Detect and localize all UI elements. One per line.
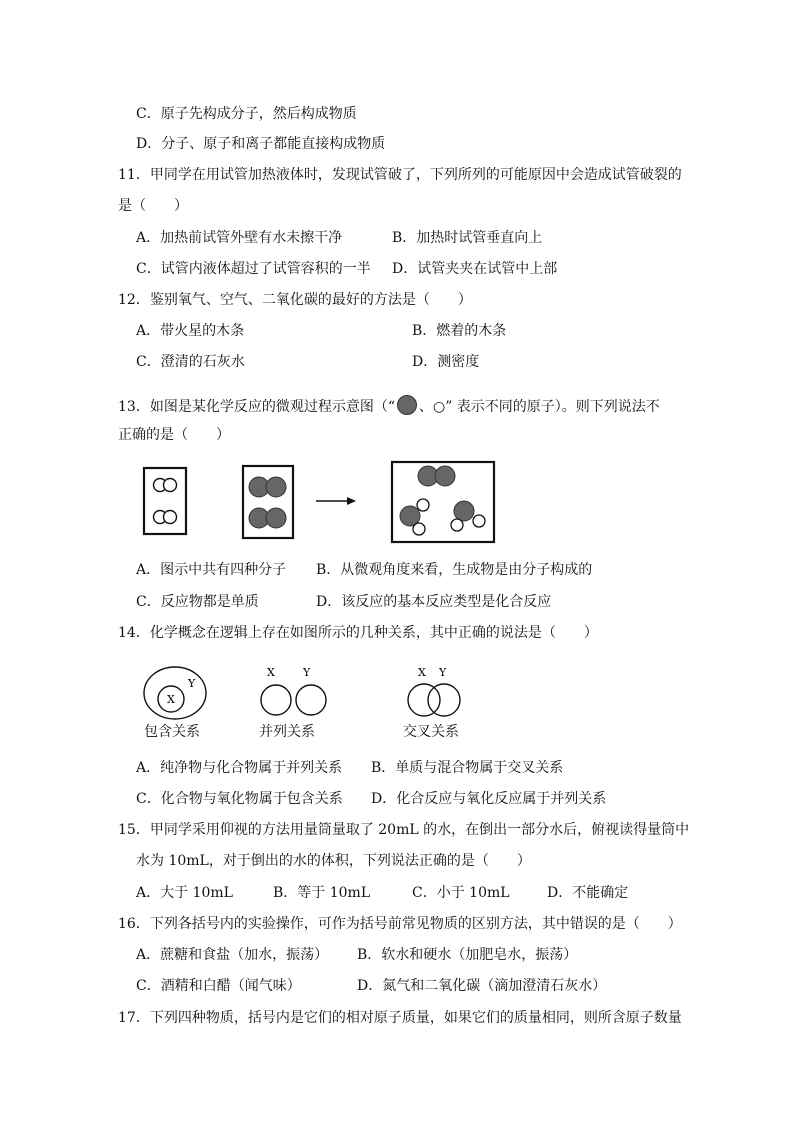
q16-option-a: A．蔗糖和食盐（加水，振荡） (136, 947, 329, 963)
q13-option-c: C．反应物都是单质 (136, 594, 259, 610)
q12-stem: 12．鉴别氧气、空气、二氧化碳的最好的方法是（ ） (118, 292, 472, 308)
q16-stem: 16．下列各括号内的实验操作，可作为括号前常见物质的区别方法，其中错误的是（ ） (118, 916, 682, 932)
q15-option-c: C．小于 10mL (412, 885, 510, 901)
fig2-caption: 并列关系 (259, 724, 315, 740)
q11-stem-line1: 11．甲同学在用试管加热液体时，发现试管破了，下列所列的可能原因中会造成试管破裂的 (118, 167, 682, 183)
q14-option-d: D．化合反应与氧化反应属于并列关系 (371, 791, 607, 807)
q15-stem-line1: 15．甲同学采用仰视的方法用量筒量取了 20mL 的水，在倒出一部分水后，俯视读得量筒中 (118, 822, 690, 838)
q11-option-b: B．加热时试管垂直向上 (392, 230, 543, 246)
q15-option-a: A．大于 10mL (136, 885, 233, 901)
q12-option-b: B．燃着的木条 (412, 323, 507, 339)
q11-option-a: A．加热前试管外壁有水未擦干净 (136, 230, 343, 246)
reaction-diagram (138, 458, 508, 550)
q14-stem: 14．化学概念在逻辑上存在如图所示的几种关系，其中正确的说法是（ ） (118, 625, 598, 641)
q15-option-d: D．不能确定 (547, 885, 629, 901)
q13-stem-part1: 13．如图是某化学反应的微观过程示意图（“ (118, 399, 395, 415)
intersection-venn-diagram (402, 662, 472, 722)
q15-option-b: B．等于 10mL (273, 885, 371, 901)
fig2-y-label: Y (303, 666, 311, 679)
reactant-box-dark-molecules (243, 466, 293, 538)
reaction-arrow (316, 497, 356, 505)
q12-option-c: C．澄清的石灰水 (136, 354, 245, 370)
q13-option-d: D．该反应的基本反应类型是化合反应 (316, 594, 552, 610)
dark-atom-icon (397, 395, 417, 415)
parallel-venn-diagram (256, 662, 336, 722)
q10-option-d: D．分子、原子和离子都能直接构成物质 (136, 136, 386, 152)
q13-stem-part2: 、○” 表示不同的原子）。则下列说法不 (418, 399, 660, 415)
fig3-y-label: Y (439, 666, 447, 679)
fig3-caption: 交叉关系 (403, 724, 459, 740)
fig2-x-label: X (267, 666, 275, 679)
fig1-y-label: Y (188, 677, 196, 690)
q13-stem-line1 (118, 395, 660, 416)
q16-option-d: D．氮气和二氧化碳（滴加澄清石灰水） (357, 978, 607, 994)
fig1-x-label: X (167, 693, 175, 706)
fig3-x-label: X (418, 666, 426, 679)
q12-option-d: D．测密度 (412, 354, 480, 370)
q13-option-b: B．从微观角度来看，生成物是由分子构成的 (316, 562, 593, 578)
reactant-box-light-molecules (144, 468, 186, 534)
fig1-caption: 包含关系 (144, 724, 200, 740)
q11-option-c: C．试管内液体超过了试管容积的一半 (136, 261, 371, 277)
inclusion-venn-diagram (138, 660, 218, 724)
q13-stem-line2: 正确的是（ ） (118, 427, 230, 443)
q10-option-c: C．原子先构成分子，然后构成物质 (136, 106, 357, 122)
q15-stem-line2: 水为 10mL，对于倒出的水的体积，下列说法正确的是（ ） (136, 853, 531, 869)
q12-option-a: A．带火星的木条 (136, 323, 245, 339)
q14-option-a: A．纯净物与化合物属于并列关系 (136, 760, 343, 776)
q14-option-b: B．单质与混合物属于交叉关系 (371, 760, 564, 776)
q17-stem: 17．下列四种物质，括号内是它们的相对原子质量，如果它们的质量相同，则所含原子数量 (118, 1010, 682, 1026)
q14-option-c: C．化合物与氧化物属于包含关系 (136, 791, 343, 807)
q11-option-d: D．试管夹夹在试管中上部 (392, 261, 558, 277)
q11-stem-line2: 是（ ） (118, 198, 188, 214)
q16-option-c: C．酒精和白醋（闻气味） (136, 978, 301, 994)
product-box (392, 462, 494, 542)
q16-option-b: B．软水和硬水（加肥皂水，振荡） (357, 947, 578, 963)
q13-option-a: A．图示中共有四种分子 (136, 562, 287, 578)
